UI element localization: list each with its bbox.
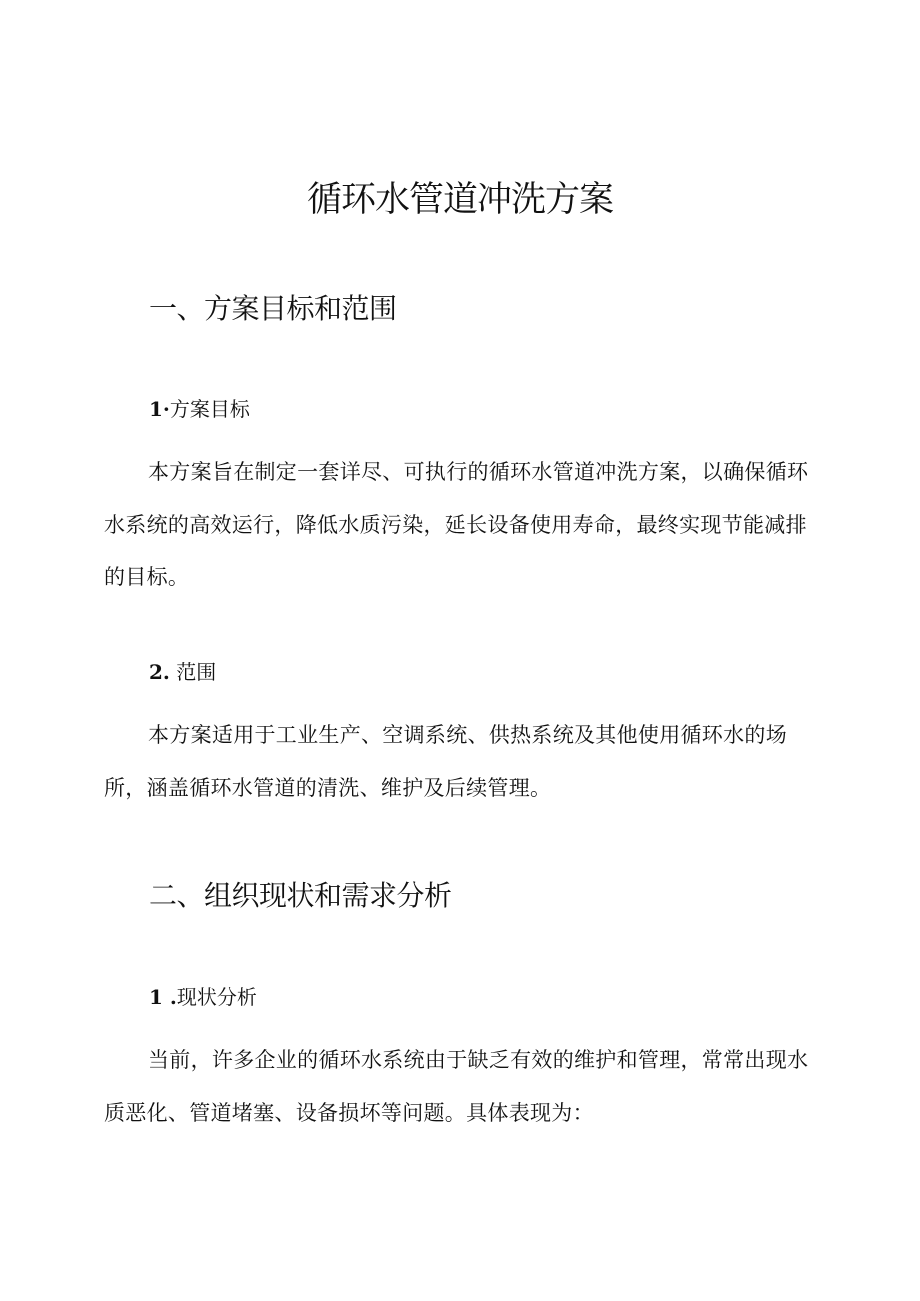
paragraph-2-1: 当前，许多企业的循环水系统由于缺乏有效的维护和管理，常常出现水质恶化、管道堵塞、设备损坏等问题。具体表现为： (104, 1048, 809, 1125)
subsection-number: 1 . (149, 985, 177, 1009)
document-title: 循环水管道冲洗方案 (306, 180, 613, 220)
subsection-title: 范围 (169, 660, 217, 684)
subsection-heading-1-1 (149, 393, 250, 422)
subsection-heading-2-1 (149, 981, 257, 1010)
paragraph-1-2: 本方案适用于工业生产、空调系统、供热系统及其他使用循环水的场所，涵盖循环水管道的清洗、维护及后续管理。 (104, 723, 787, 800)
subsection-number: 1· (149, 397, 170, 421)
section-heading-1: 一、方案目标和范围 (149, 292, 397, 325)
subsection-number: 2. (149, 660, 170, 684)
subsection-title: 方案目标 (169, 397, 250, 421)
section-heading-2: 二、组织现状和需求分析 (149, 879, 452, 912)
paragraph-1-1: 本方案旨在制定一套详尽、可执行的循环水管道冲洗方案，以确保循环水系统的高效运行，降低水质污染，延长设备使用寿命，最终实现节能减排的目标。 (104, 460, 809, 589)
subsection-heading-1-2 (149, 656, 216, 685)
subsection-title: 现状分析 (176, 985, 257, 1009)
